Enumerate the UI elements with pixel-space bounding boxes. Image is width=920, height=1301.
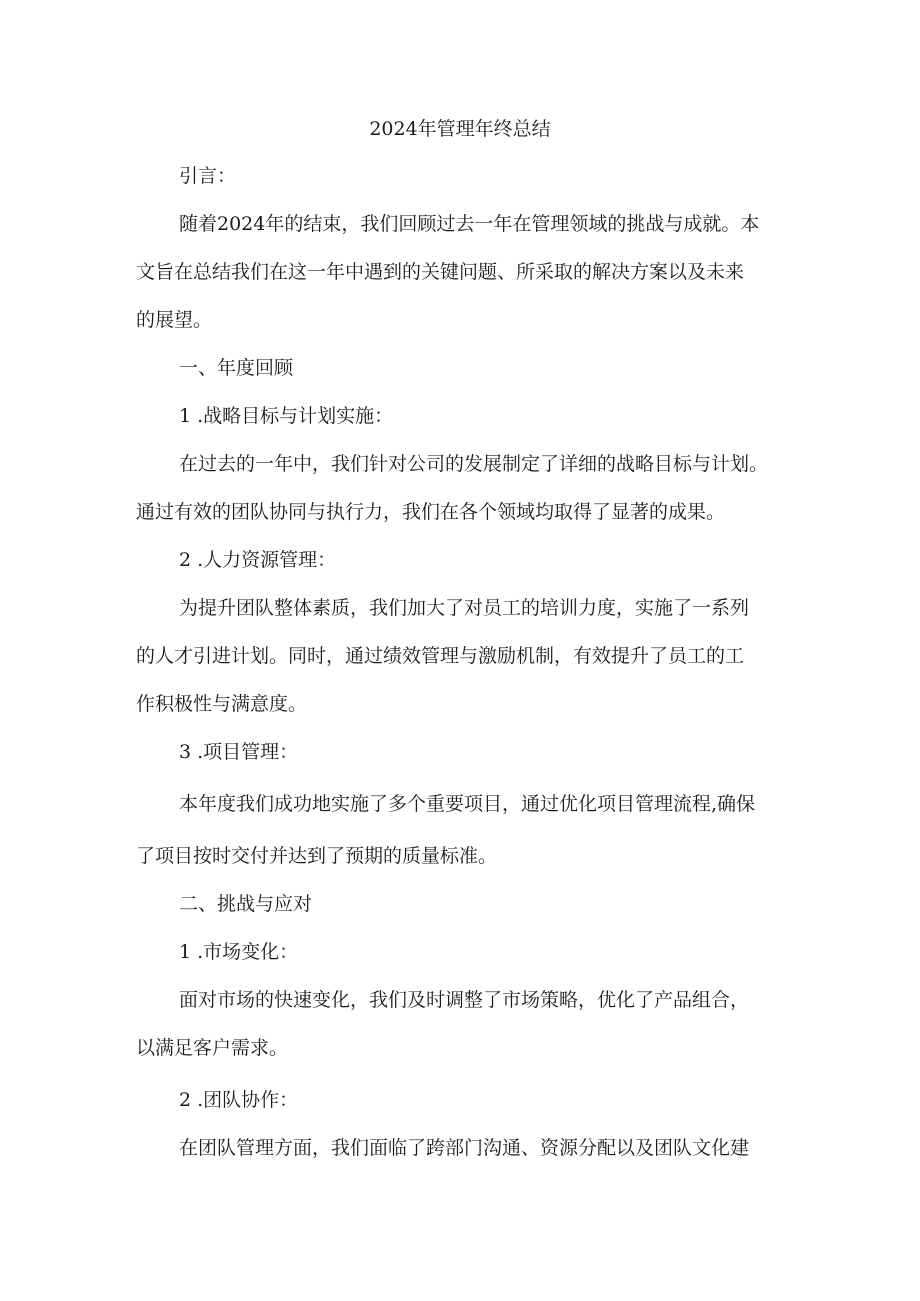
section-1-item-3-heading: 3 .项目管理：	[179, 741, 299, 763]
section-1-item-3-line-1: 本年度我们成功地实施了多个重要项目，通过优化项目管理流程,确保	[179, 793, 756, 815]
section-2-item-2-line-1: 在团队管理方面，我们面临了跨部门沟通、资源分配以及团队文化建	[179, 1137, 750, 1159]
section-1-item-1-line-2: 通过有效的团队协同与执行力，我们在各个领域均取得了显著的成果。	[136, 501, 726, 523]
section-1-item-3-line-2: 了项目按时交付并达到了预期的质量标准。	[136, 845, 498, 867]
section-1-heading: 一、年度回顾	[179, 357, 294, 379]
section-1-item-2-line-1: 为提升团队整体素质，我们加大了对员工的培训力度，实施了一系列	[179, 597, 750, 619]
section-2-item-1-line-2: 以满足客户需求。	[136, 1037, 289, 1059]
section-1-item-1-heading: 1 .战略目标与计划实施：	[179, 405, 394, 427]
section-2-heading: 二、挑战与应对	[179, 893, 313, 915]
intro-line-1: 随着2024年的结束，我们回顾过去一年在管理领域的挑战与成就。本	[179, 213, 760, 235]
section-1-item-2-line-3: 作积极性与满意度。	[136, 693, 308, 715]
section-1-item-2-line-2: 的人才引进计划。同时，通过绩效管理与激励机制，有效提升了员工的工	[136, 645, 745, 667]
section-1-item-2-heading: 2 .人力资源管理：	[179, 549, 337, 571]
document-title: 2024年管理年终总结	[369, 118, 551, 140]
section-1-item-1-line-1: 在过去的一年中，我们针对公司的发展制定了详细的战略目标与计划。	[179, 453, 769, 475]
section-2-item-1-line-1: 面对市场的快速变化，我们及时调整了市场策略，优化了产品组合，	[179, 989, 750, 1011]
intro-label: 引言：	[179, 165, 237, 187]
intro-line-3: 的展望。	[136, 309, 213, 331]
section-2-item-1-heading: 1 .市场变化：	[179, 941, 299, 963]
intro-line-2: 文旨在总结我们在这一年中遇到的关键问题、所采取的解决方案以及未来	[136, 261, 745, 283]
section-2-item-2-heading: 2 .团队协作：	[179, 1089, 299, 1111]
